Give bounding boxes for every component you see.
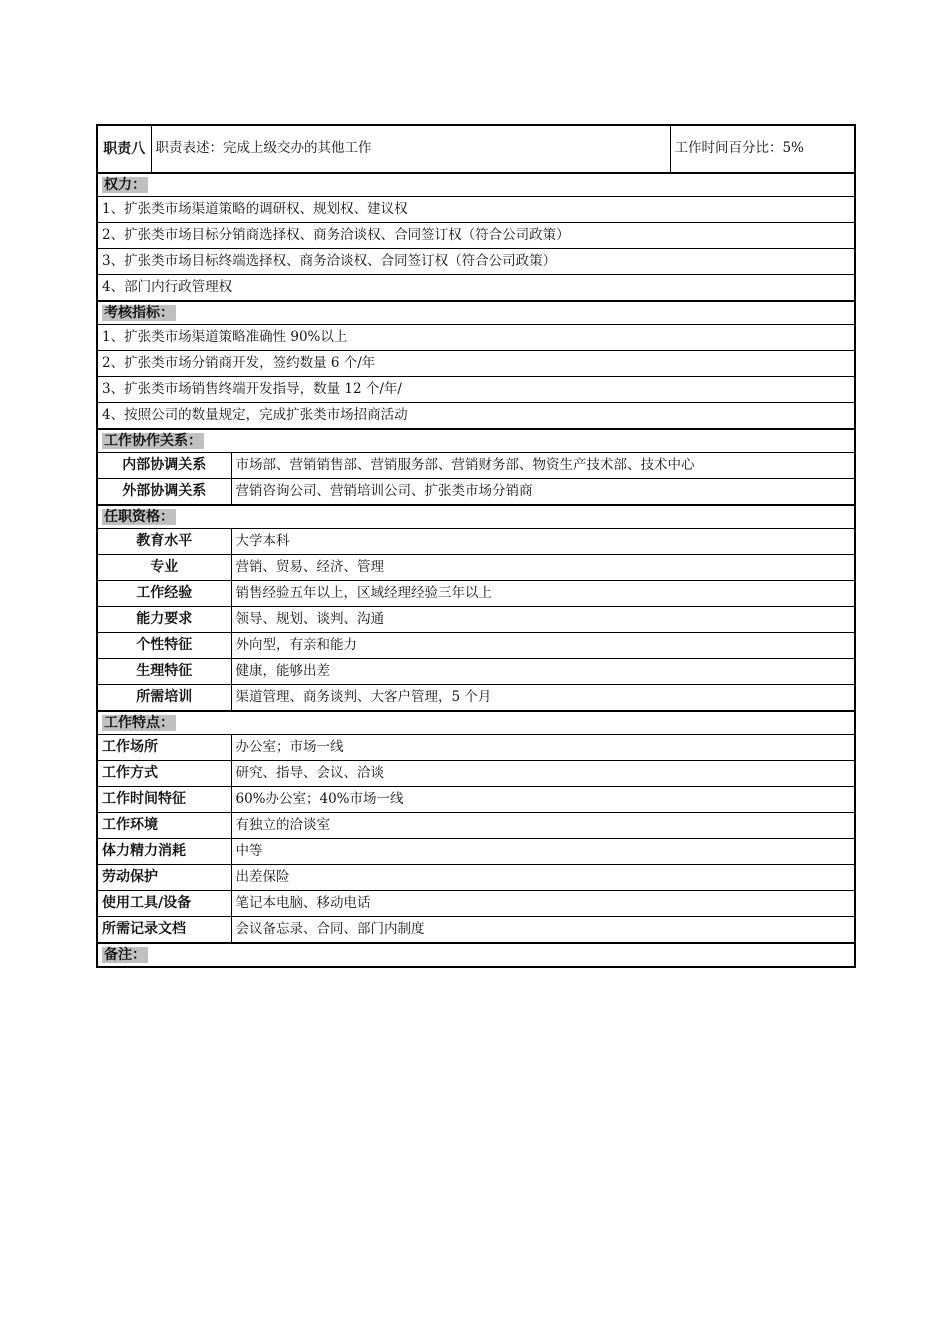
- qualification-label: 工作经验: [97, 581, 231, 607]
- relation-value: 营销咨询公司、营销培训公司、扩张类市场分销商: [231, 479, 855, 506]
- feature-value: 办公室；市场一线: [231, 735, 855, 761]
- feature-label: 工作环境: [97, 813, 231, 839]
- duty-row: [97, 125, 855, 173]
- qualification-value: 销售经验五年以上，区域经理经验三年以上: [231, 581, 855, 607]
- relation-value: 市场部、营销销售部、营销服务部、营销财务部、物资生产技术部、技术中心: [231, 453, 855, 479]
- duty-time-percent: 工作时间百分比：5%: [670, 125, 855, 173]
- feature-label: 工作时间特征: [97, 787, 231, 813]
- feature-value: 60%办公室；40%市场一线: [231, 787, 855, 813]
- kpi-item: 2、扩张类市场分销商开发，签约数量 6 个/年: [97, 351, 855, 377]
- relations-heading: 工作协作关系：: [97, 429, 855, 453]
- kpi-item: 4、按照公司的数量规定，完成扩张类市场招商活动: [97, 403, 855, 430]
- feature-value: 有独立的洽谈室: [231, 813, 855, 839]
- authority-item: 3、扩张类市场目标终端选择权、商务洽谈权、合同签订权（符合公司政策）: [97, 249, 855, 275]
- qualifications-heading: 任职资格：: [97, 505, 855, 529]
- authority-item: 2、扩张类市场目标分销商选择权、商务洽谈权、合同签订权（符合公司政策）: [97, 223, 855, 249]
- qualification-value: 营销、贸易、经济、管理: [231, 555, 855, 581]
- qualification-value: 渠道管理、商务谈判、大客户管理，5 个月: [231, 685, 855, 712]
- qualification-value: 健康，能够出差: [231, 659, 855, 685]
- kpi-item: 1、扩张类市场渠道策略准确性 90%以上: [97, 325, 855, 351]
- feature-label: 体力精力消耗: [97, 839, 231, 865]
- authority-heading: 权力：: [97, 173, 855, 197]
- feature-label: 工作方式: [97, 761, 231, 787]
- qualification-value: 大学本科: [231, 529, 855, 555]
- authority-item: 1、扩张类市场渠道策略的调研权、规划权、建议权: [97, 197, 855, 223]
- duty-description: 职责表述：完成上级交办的其他工作: [151, 125, 670, 173]
- feature-value: 中等: [231, 839, 855, 865]
- qualification-label: 生理特征: [97, 659, 231, 685]
- feature-value: 会议备忘录、合同、部门内制度: [231, 917, 855, 944]
- feature-value: 笔记本电脑、移动电话: [231, 891, 855, 917]
- qualification-label: 所需培训: [97, 685, 231, 712]
- feature-label: 使用工具/设备: [97, 891, 231, 917]
- feature-value: 研究、指导、会议、洽谈: [231, 761, 855, 787]
- qualification-label: 能力要求: [97, 607, 231, 633]
- qualification-value: 外向型，有亲和能力: [231, 633, 855, 659]
- kpi-item: 3、扩张类市场销售终端开发指导，数量 12 个/年/: [97, 377, 855, 403]
- features-heading: 工作特点：: [97, 711, 855, 735]
- relation-label: 外部协调关系: [97, 479, 231, 506]
- qualification-label: 专业: [97, 555, 231, 581]
- feature-label: 工作场所: [97, 735, 231, 761]
- feature-label: 所需记录文档: [97, 917, 231, 944]
- qualification-value: 领导、规划、谈判、沟通: [231, 607, 855, 633]
- remarks-heading: 备注：: [97, 943, 855, 967]
- qualification-label: 个性特征: [97, 633, 231, 659]
- feature-label: 劳动保护: [97, 865, 231, 891]
- relation-label: 内部协调关系: [97, 453, 231, 479]
- job-description-table: [96, 124, 856, 968]
- duty-index: 职责八: [97, 125, 151, 173]
- qualification-label: 教育水平: [97, 529, 231, 555]
- kpi-heading: 考核指标：: [97, 301, 855, 325]
- feature-value: 出差保险: [231, 865, 855, 891]
- authority-item: 4、部门内行政管理权: [97, 275, 855, 302]
